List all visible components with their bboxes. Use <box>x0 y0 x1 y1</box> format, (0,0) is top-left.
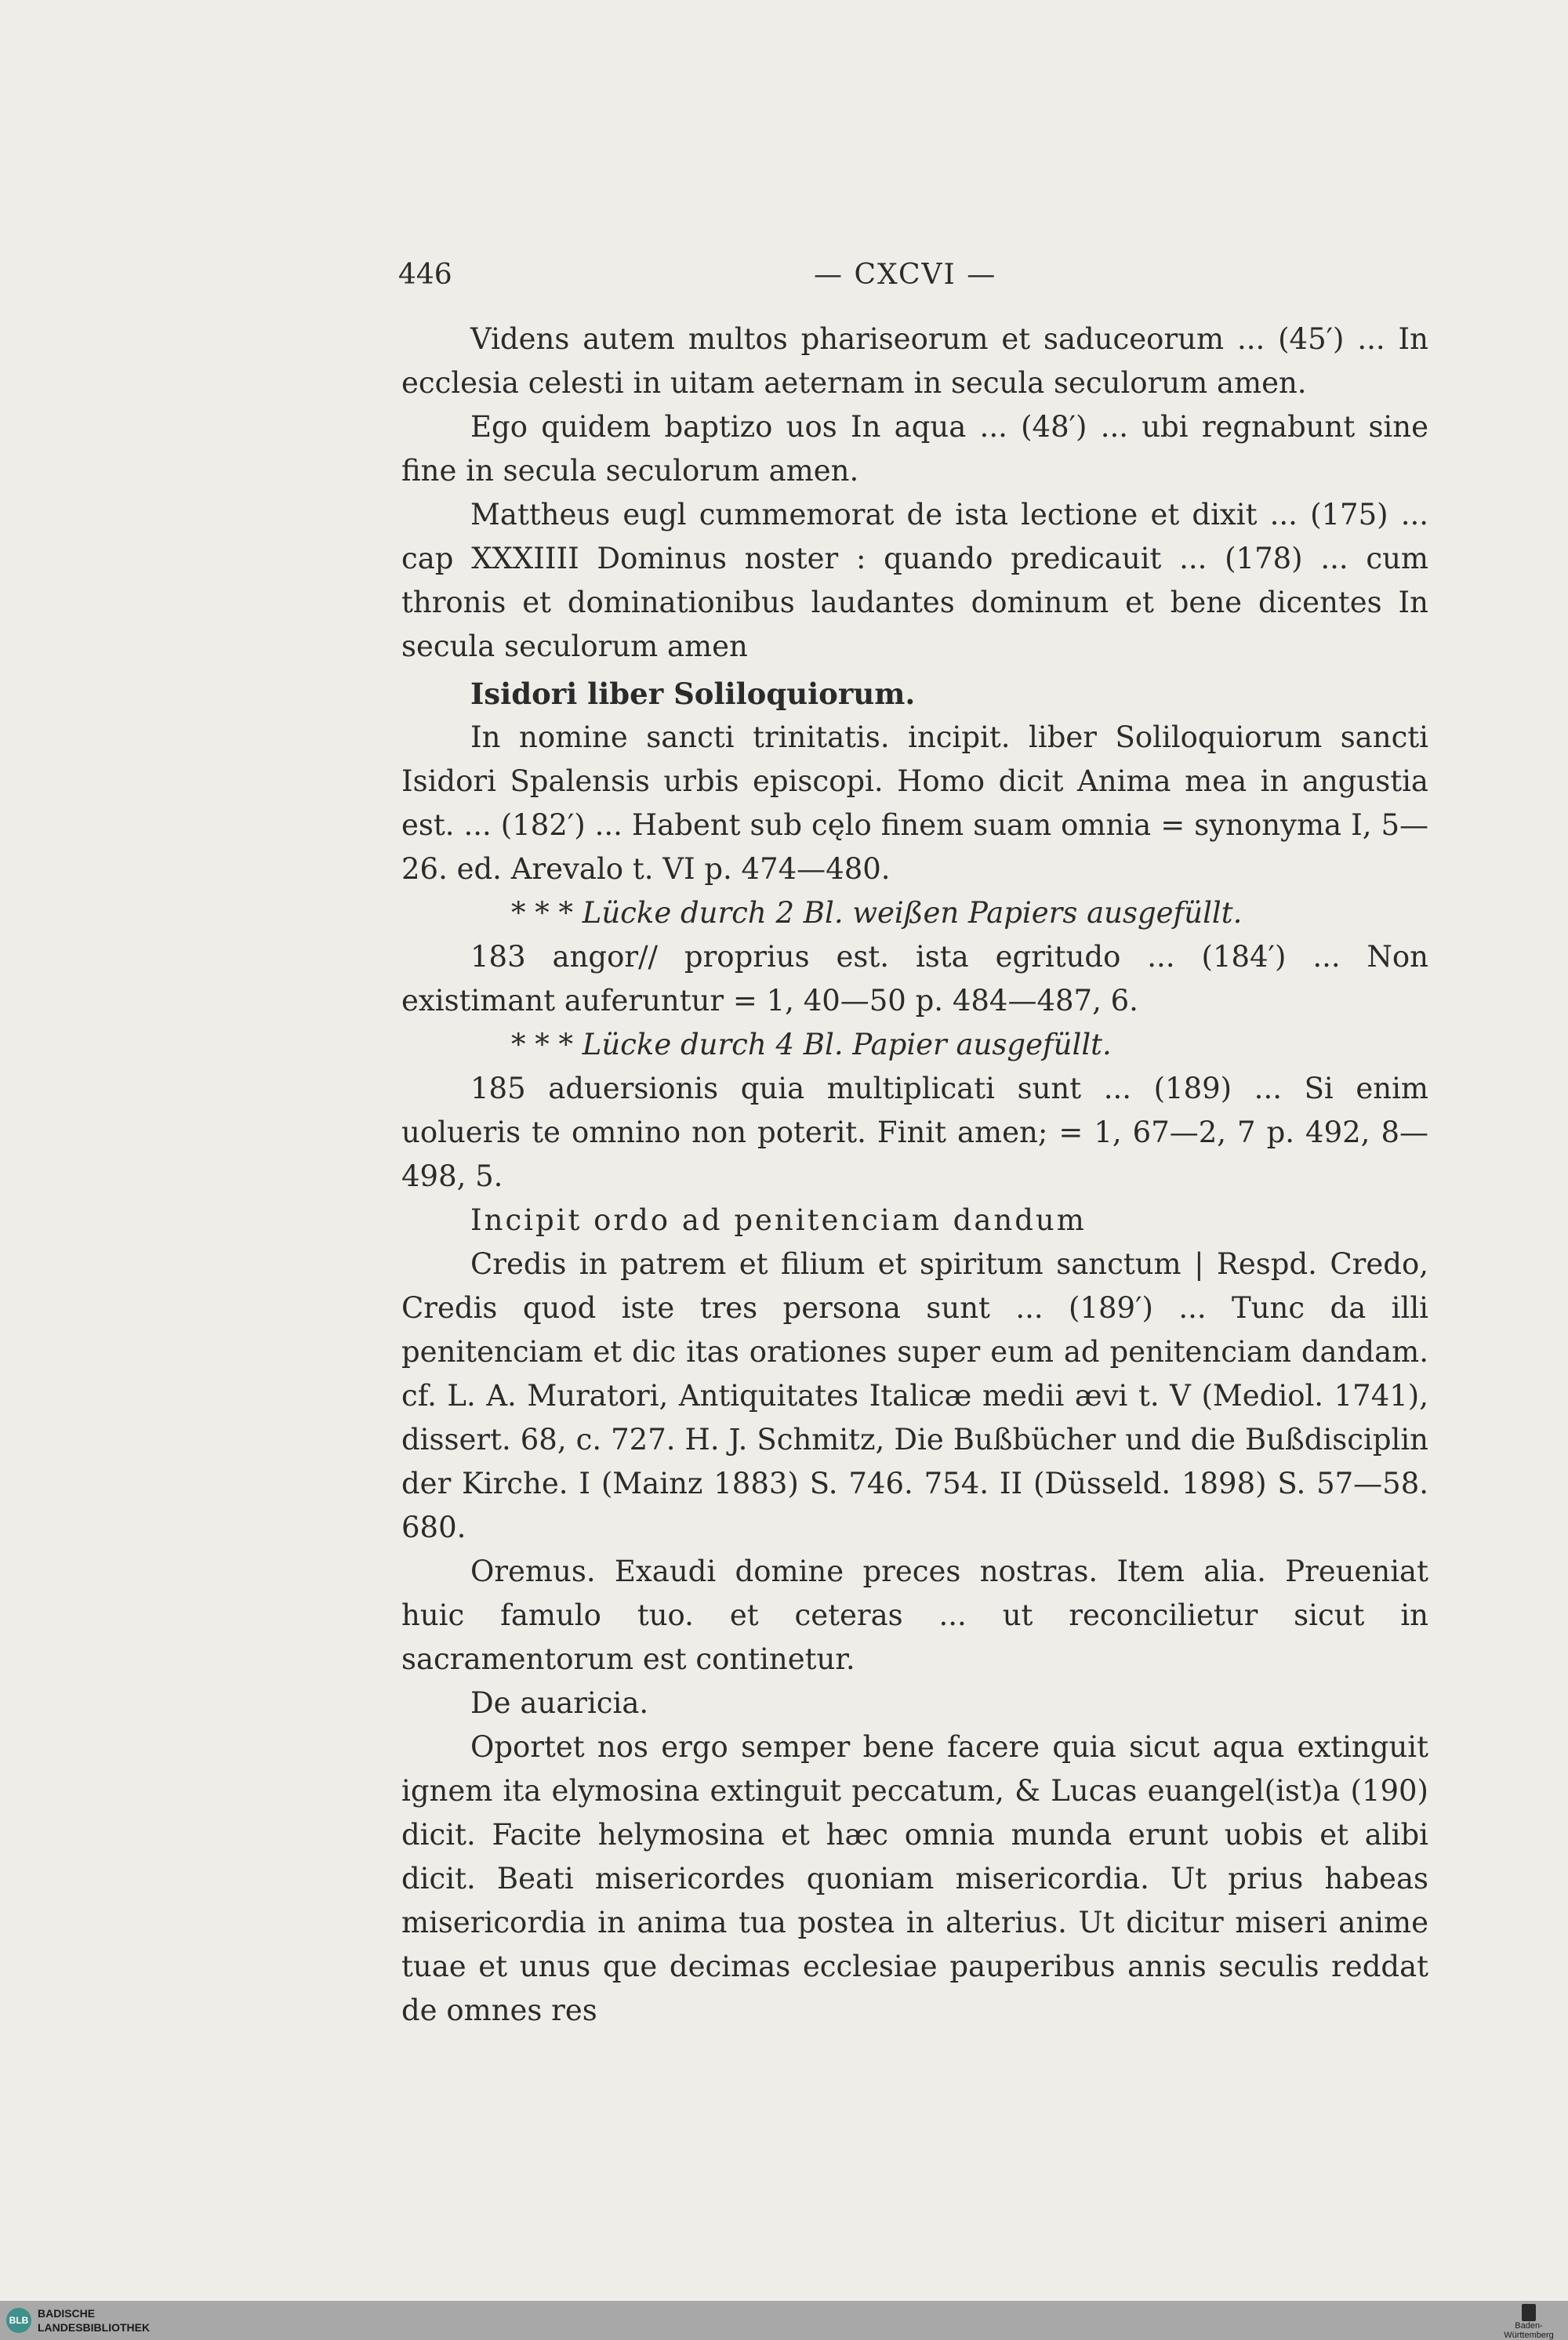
library-name <box>38 2306 150 2335</box>
section-heading: De auaricia. <box>470 1686 649 1720</box>
paragraph: Oremus. Exaudi domine preces nostras. Item alia. Preueniat huic famulo tuo. et ceteras ... ut reconcilietur sicut in sacramentorum est continetur. <box>401 1555 1428 1676</box>
body-text <box>401 317 1428 2033</box>
state-logo <box>1497 2304 1560 2340</box>
paragraph: Credis in patrem et filium et spiritum sanctum | Respd. Credo, Credis quod iste tres persona sunt ... (189′) ... Tunc da illi penitenciam et dic itas orationes super eum ad penitenciam dandam. cf. L. A. Muratori, Antiquitates Italicæ medii ævi t. V (Mediol. 1741), dissert. 68, c. 727. H. J. Schmitz, Die Bußbücher und die Bußdisciplin der Kirche. I (Mainz 1883) S. 746. 754. II (Düsseld. 1898) S. 57—58. 680. <box>401 1247 1428 1544</box>
library-name-line: BADISCHE <box>38 2307 96 2320</box>
lacuna-note: * * * Lücke durch 4 Bl. Papier ausgefüllt. <box>511 1028 1112 1061</box>
paragraph: Ego quidem baptizo uos In aqua ... (48′) ... ubi regnabunt sine fine in secula seculorum amen. <box>401 410 1428 488</box>
paragraph: 185 aduersionis quia multiplicati sunt ... (189) ... Si enim uolueris te omnino non poterit. Finit amen; = 1, 67—2, 7 p. 492, 8—498, 5. <box>401 1072 1428 1193</box>
page-header <box>398 259 1427 298</box>
paragraph: In nomine sancti trinitatis. incipit. liber Soliloquiorum sancti Isidori Spalensis urbis episcopi. Homo dicit Anima mea in angustia est. ... (182′) ... Habent sub cęlo finem suam omnia = synonyma I, 5—26. ed. Arevalo t. VI p. 474—480. <box>401 720 1428 886</box>
state-label: Baden-Württemberg <box>1504 2321 1554 2340</box>
paragraph: 183 angor// proprius est. ista egritudo ... (184′) ... Non existimant auferuntur = 1, 40—50 p. 484—487, 6. <box>401 940 1428 1018</box>
paragraph: Videns autem multos phariseorum et saduceorum ... (45′) ... In ecclesia celesti in uitam aeternam in secula seculorum amen. <box>401 322 1428 400</box>
paragraph: Oportet nos ergo semper bene facere quia sicut aqua extinguit ignem ita elymosina extinguit peccatum, & Lucas euangel(ist)a (190) dicit. Facite helymosina et hæc omnia munda erunt uobis et alibi dicit. Beati misericordes quoniam misericordia. Ut prius habeas misericordia in anima tua postea in alterius. Ut dicitur miseri anime tuae et unus que decimas ecclesiae pauperibus annis seculis reddat de omnes res <box>401 1730 1428 2027</box>
viewer-footer <box>0 2301 1568 2340</box>
section-heading: Incipit ordo ad penitenciam dandum <box>470 1203 1087 1237</box>
page-number: 446 <box>398 259 452 291</box>
running-title: — CXCVI — <box>814 259 997 291</box>
paragraph: Mattheus eugl cummemorat de ista lectione et dixit ... (175) ... cap XXXIIII Dominus noster : quando predicauit ... (178) ... cum thronis et dominationibus laudantes dominum et bene dicentes In secula seculorum amen <box>401 498 1428 663</box>
section-heading: Isidori liber Soliloquiorum. <box>470 677 916 711</box>
library-logo-icon: BLB <box>6 2308 31 2333</box>
library-name-line: LANDESBIBLIOTHEK <box>38 2321 151 2334</box>
lacuna-note: * * * Lücke durch 2 Bl. weißen Papiers ausgefüllt. <box>511 896 1243 930</box>
coat-of-arms-icon <box>1522 2304 1536 2321</box>
